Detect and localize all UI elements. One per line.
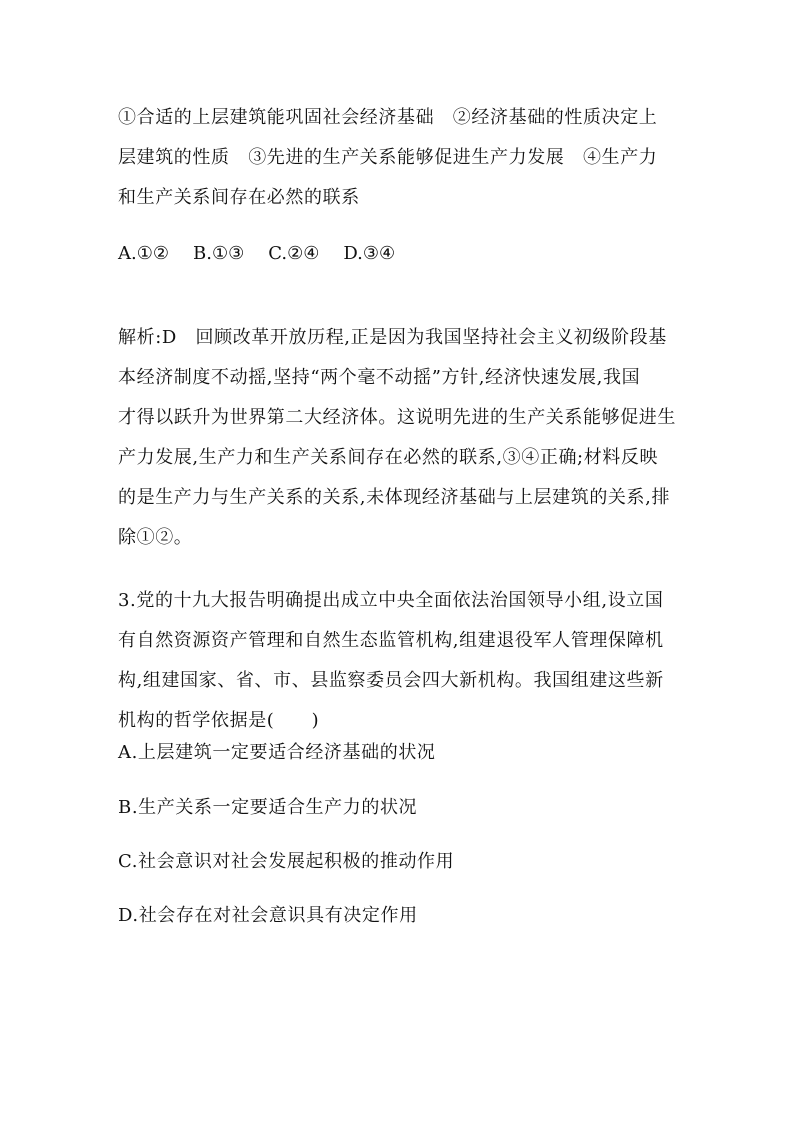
option-text: C.社会意识对社会发展起积极的推动作用 (118, 851, 455, 872)
analysis-line: 解析:D 回顾改革开放历程,正是因为我国坚持社会主义初级阶段基 (118, 327, 667, 348)
option-text: D.社会存在对社会意识具有决定作用 (118, 905, 418, 926)
statement-line: ①合适的上层建筑能巩固社会经济基础 ②经济基础的性质决定上 (118, 107, 658, 128)
statement-line: 层建筑的性质 ③先进的生产关系能够促进生产力发展 ④生产力 (118, 147, 658, 168)
question-3-stem (118, 581, 688, 741)
statement-line: 和生产关系间存在必然的联系 (118, 187, 360, 208)
question-3-option-b (118, 788, 688, 828)
option-text: A.上层建筑一定要适合经济基础的状况 (118, 742, 436, 763)
analysis-line: 的是生产力与生产关系的关系,未体现经济基础与上层建筑的关系,排 (118, 487, 671, 508)
analysis-line: 才得以跃升为世界第二大经济体。这说明先进的生产关系能够促进生 (118, 407, 676, 428)
question-line: 3.党的十九大报告明确提出成立中央全面依法治国领导小组,设立国 (118, 590, 664, 611)
question-3-option-c (118, 842, 688, 882)
question-line: 机构的哲学依据是( ) (118, 710, 320, 731)
answer-option-c: C.②④ (268, 243, 320, 264)
answer-option-d: D.③④ (343, 243, 396, 264)
analysis-line: 产力发展,生产力和生产关系间存在必然的联系,③④正确;材料反映 (118, 447, 659, 468)
analysis-line: 除①②。 (118, 527, 193, 548)
option-text: B.生产关系一定要适合生产力的状况 (118, 797, 418, 818)
answer-option-a: A.①② (118, 243, 169, 264)
analysis-block (118, 318, 688, 558)
answer-options (118, 234, 688, 274)
question-3-option-d (118, 896, 688, 936)
analysis-line: 本经济制度不动摇,坚持“两个毫不动摇”方针,经济快速发展,我国 (118, 367, 641, 388)
question-3-option-a (118, 733, 688, 773)
question-line: 构,组建国家、省、市、县监察委员会四大新机构。我国组建这些新 (118, 670, 664, 691)
answer-option-b: B.①③ (193, 243, 245, 264)
statements-block (118, 98, 688, 218)
question-line: 有自然资源资产管理和自然生态监管机构,组建退役军人管理保障机 (118, 630, 664, 651)
